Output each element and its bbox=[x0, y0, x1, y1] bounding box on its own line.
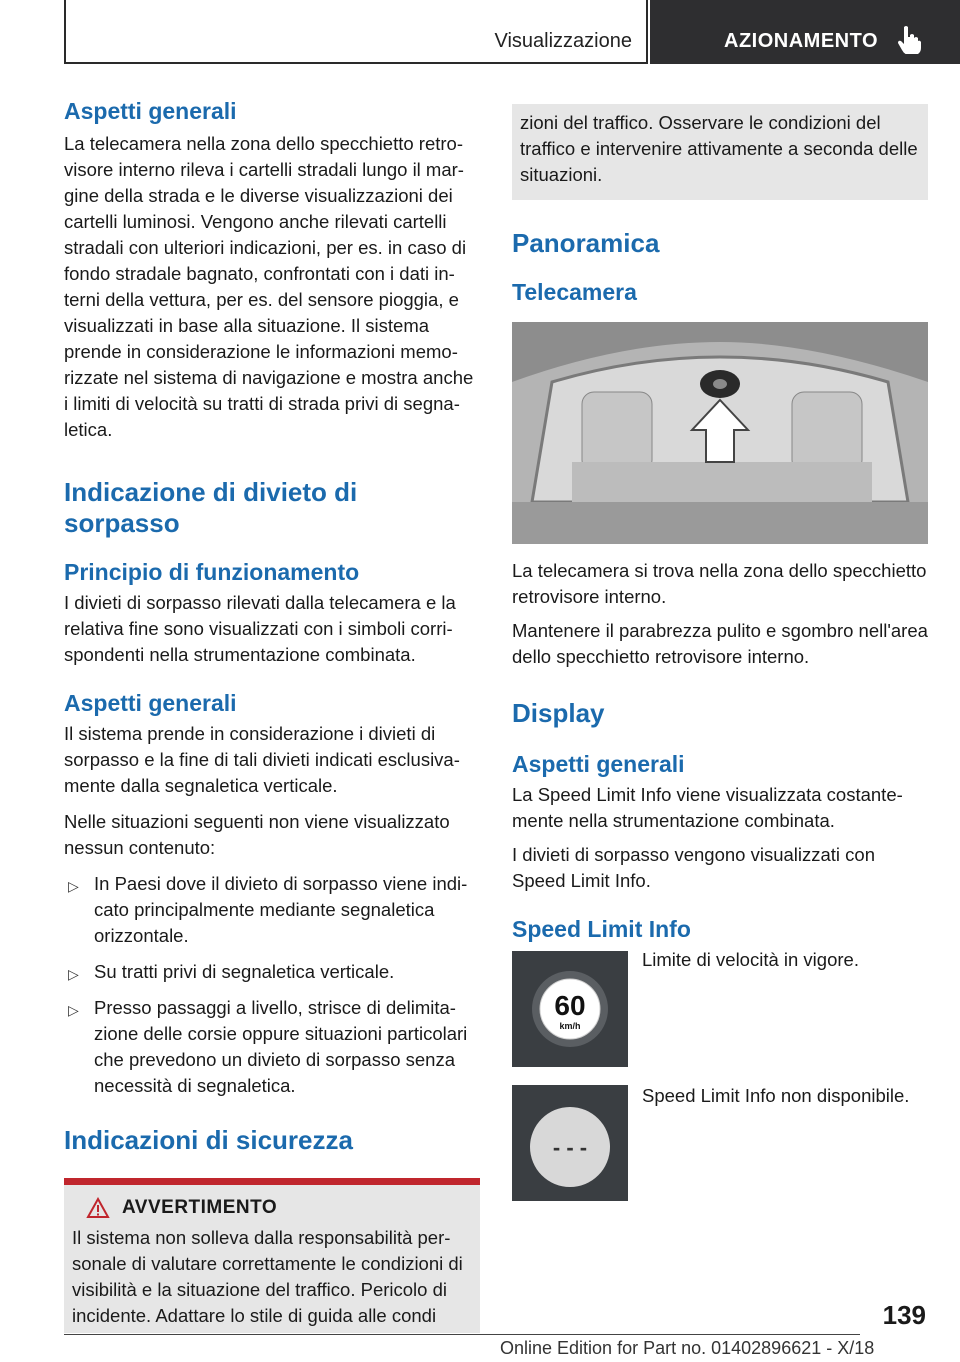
list-item: ▷ In Paesi dove il divieto di sorpasso viene indicato principalmente mediante segnaletica orizzontale. bbox=[68, 873, 468, 946]
footer-divider bbox=[64, 1334, 860, 1335]
sli-item-speed bbox=[512, 951, 928, 1067]
sli-caption-speed: Limite di velocità in vigore. bbox=[642, 949, 859, 970]
warning-title: AVVERTIMENTO bbox=[122, 1197, 278, 1218]
heading-general-2: Aspetti generali bbox=[64, 690, 237, 716]
heading-speed-limit-info: Speed Limit Info bbox=[512, 916, 691, 942]
heading-camera: Telecamera bbox=[512, 279, 637, 305]
left-column bbox=[64, 98, 480, 1333]
header-chapter-title: AZIONAMENTO bbox=[724, 30, 879, 52]
heading-display: Display bbox=[512, 698, 605, 728]
unavailable-sign-tile bbox=[512, 1085, 628, 1201]
right-column bbox=[512, 104, 928, 1201]
triangle-bullet-icon: ▷ bbox=[68, 1002, 79, 1018]
heading-overview: Panoramica bbox=[512, 228, 660, 258]
list-item: ▷ Su tratti privi di segnaletica verticale. bbox=[64, 959, 480, 985]
footer-edition: Online Edition for Part no. 01402896621 - X/18 bbox=[500, 1338, 875, 1358]
warning-bar bbox=[64, 1178, 480, 1185]
heading-general-3: Aspetti generali bbox=[512, 751, 685, 777]
heading-overtake: Indicazione di divieto di sorpasso bbox=[64, 477, 358, 538]
triangle-bullet-icon: ▷ bbox=[68, 878, 79, 894]
triangle-bullet-icon: ▷ bbox=[68, 966, 79, 982]
camera-paragraph-1: La telecamera si trova nella zona dello specchietto retrovisore interno. bbox=[512, 560, 927, 607]
bullet-list bbox=[64, 871, 480, 1099]
list-item: ▷ Presso passaggi a livello, strisce di delimitazione delle corsie oppure situazioni particolari che prevedono un divieto di sorpasso senza necessità di segnaletica. bbox=[68, 997, 468, 1096]
warning-continuation bbox=[512, 104, 928, 200]
warning-box bbox=[64, 1178, 480, 1333]
page-number: 139 bbox=[882, 1300, 926, 1330]
warning-continuation-text: zioni del traffico. Osservare le condizioni del traffico e intervenire attivamente a seconda delle situazioni. bbox=[520, 112, 918, 185]
principle-paragraph: I divieti di sorpasso rilevati dalla telecamera e la relativa fine sono visualizzati con i simboli corrispondenti nella strumentazione combinata. bbox=[64, 592, 456, 665]
general-paragraph: La telecamera nella zona dello specchietto retrovisore interno rileva i cartelli stradali lungo il margine della strada e le diverse visualizzazioni dei cartelli luminosi. Vengono anche rilevati cartelli stradali con ulteriori indicazioni, per es. in caso di fondo stradale bagnato, confrontati con i dati interni della vettura, per es. del sensore pioggia, e visualizzati in base alla situazione. Il sistema prende in considerazione le informazioni memorizzate nel sistema di navigazione e mostra anche i limiti di velocità su tratti di strada privi di segnaletica. bbox=[64, 133, 474, 440]
header-section-tab bbox=[64, 0, 648, 64]
warning-text: Il sistema non solleva dalla responsabilità personale di valutare correttamente le condizioni di visibilità e la situazione del traffico. Pericolo di incidente. Adattare lo stile di guida alle condi bbox=[72, 1227, 463, 1326]
display-paragraph-2: I divieti di sorpasso vengono visualizzati con Speed Limit Info. bbox=[512, 844, 875, 891]
situations-paragraph: Nelle situazioni seguenti non viene visualizzato nessun contenuto: bbox=[64, 811, 450, 858]
header-chapter-tab bbox=[650, 0, 960, 64]
unavailable-sign-dashes: - - - bbox=[552, 1135, 588, 1160]
speed-limit-value: 60 bbox=[554, 990, 586, 1021]
speed-limit-unit: km/h bbox=[559, 1021, 581, 1031]
speed-limit-sign-tile bbox=[512, 951, 628, 1067]
heading-safety: Indicazioni di sicurezza bbox=[64, 1125, 353, 1155]
camera-location-image bbox=[512, 322, 928, 544]
display-paragraph-1: La Speed Limit Info viene visualizzata costantemente nella strumentazione combinata. bbox=[512, 784, 903, 831]
heading-general: Aspetti generali bbox=[64, 98, 237, 124]
heading-principle: Principio di funzionamento bbox=[64, 559, 360, 585]
sli-item-unavailable bbox=[512, 1085, 928, 1201]
general2-paragraph: Il sistema prende in considerazione i divieti di sorpasso e la fine di tali divieti indicati esclusivamente dalla segnaletica verticale. bbox=[64, 723, 460, 796]
sli-caption-unavailable: Speed Limit Info non disponibile. bbox=[642, 1085, 910, 1106]
warning-triangle-icon bbox=[86, 1197, 110, 1219]
camera-paragraph-2: Mantenere il parabrezza pulito e sgombro nell'area dello specchietto retrovisore interno. bbox=[512, 620, 928, 667]
pointing-hand-icon bbox=[894, 24, 924, 54]
header-section-title: Visualizzazione bbox=[494, 30, 632, 52]
